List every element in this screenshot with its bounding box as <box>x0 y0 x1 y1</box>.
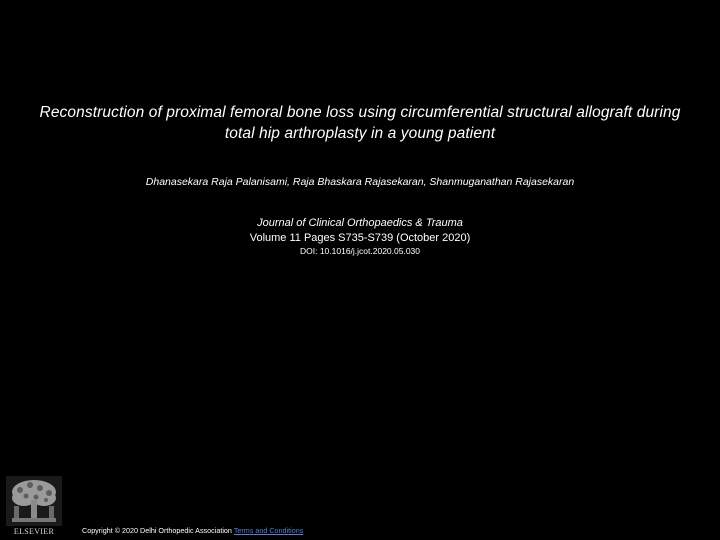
article-title: Reconstruction of proximal femoral bone loss using circumferential structural allograft during total hip arthroplasty in a young patient <box>39 104 681 142</box>
article-authors: Dhanasekara Raja Palanisami, Raja Bhaskara Rajasekaran, Shanmuganathan Rajasekaran <box>145 176 575 188</box>
volume-info: Volume 11 Pages S735-S739 (October 2020) <box>249 232 471 244</box>
journal-info <box>30 216 690 246</box>
copyright-text: Copyright © 2020 Delhi Orthopedic Association <box>82 526 232 535</box>
terms-and-conditions-link[interactable]: Terms and Conditions <box>233 526 304 535</box>
elsevier-wordmark: ELSEVIER <box>13 527 55 536</box>
elsevier-tree-icon <box>6 476 62 526</box>
journal-name: Journal of Clinical Orthopaedics & Trauma <box>257 217 463 229</box>
article-doi: DOI: 10.1016/j.jcot.2020.05.030 <box>299 246 421 256</box>
elsevier-logo <box>6 476 62 536</box>
footer <box>82 526 303 535</box>
